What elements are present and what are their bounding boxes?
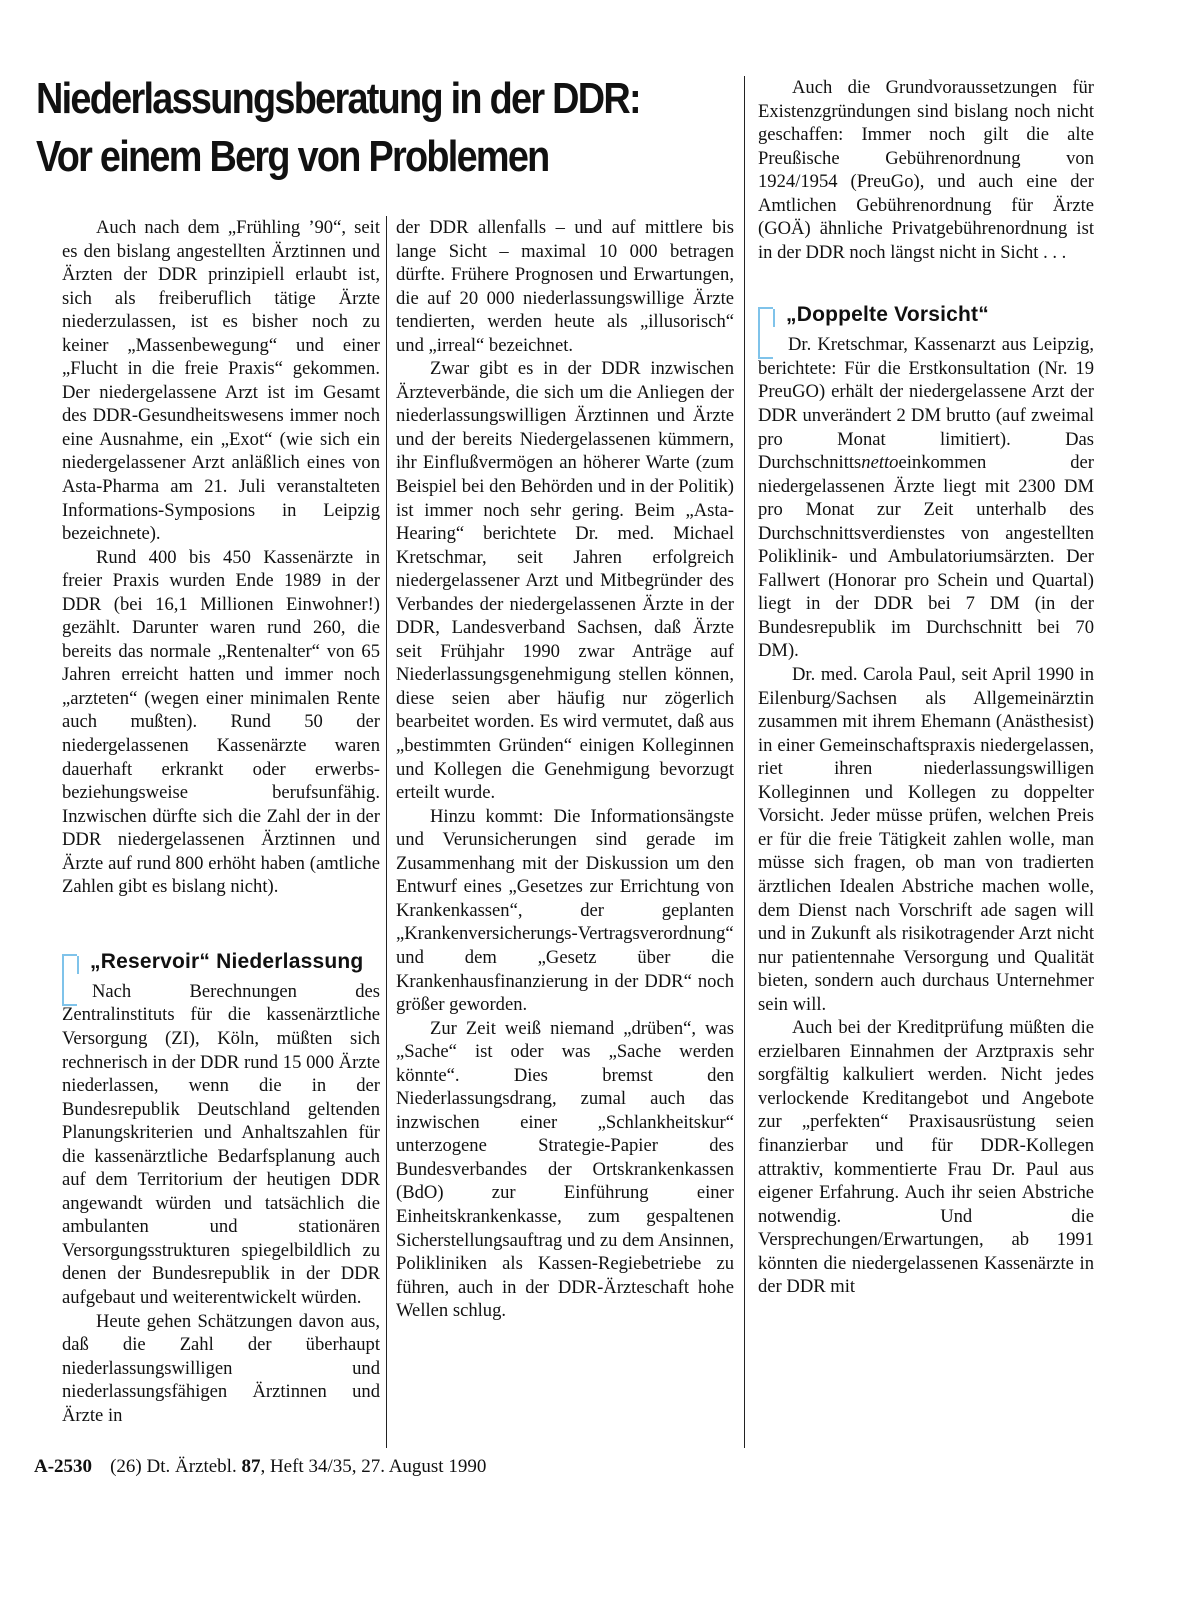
text-run: Dr. Kretschmar, Kassenarzt aus Leipzig, berichtete: Für die Erstkonsultation (Nr. 19 PreuGO) erhält der niedergelassene Arzt der DDR unverändert 2 DM brutto (auf zweimal pro Monat limitiert). Das Durchschnitts	[758, 334, 1094, 474]
subheading-doppelte-vorsicht	[758, 297, 1094, 357]
page-footer	[34, 1456, 486, 1478]
column-2	[396, 216, 734, 1323]
text-run: einkommen der niedergelassenen Ärzte liegt mit 2300 DM pro Monat zur Zeit unterhalb des Durchschnittsverdienstes von angestellten Poliklinik- und Ambulatoriumsärzten. Der Fallwert (Honorar pro Schein und Quartal) liegt in der DDR bei 7 DM (in der Bundesrepublik im Durchschnitt bei 70 DM).	[758, 452, 1094, 662]
paragraph: der DDR allenfalls – und auf mittlere bis lange Sicht – maximal 10 000 betragen dürfte. Frühere Prognosen und Erwartungen, die auf 20 000 niederlassungswillige Ärzte tendierten, werden heute als „illusorisch“ und „irreal“ bezeichnet.	[396, 217, 734, 356]
subheading-marker-icon	[758, 307, 773, 359]
column-rule-2	[744, 76, 745, 1448]
subheading-text: „Reservoir“ Niederlassung	[90, 949, 364, 973]
title-line-2: Vor einem Berg von Problemen	[36, 132, 549, 181]
paragraph: Auch bei der Kreditprüfung müßten die erzielbaren Einnahmen der Arztpraxis sehr sorgfältig kalkuliert werden. Nicht jedes verlockende Kreditangebot und Angebote zur „perfekten“ Praxisausrüstung seien finanzierbar und für DDR-Kollegen attraktiv, kommentierte Frau Dr. Paul aus eigener Erfahrung. Auch ihr seien Abstriche notwendig. Und die Versprechungen/Erwartungen, ab 1991 könnten die niedergelassenen Kassenärzte in der DDR mit	[758, 1017, 1094, 1298]
citation-prefix: (26) Dt. Ärztebl.	[110, 1456, 242, 1477]
volume-number: 87	[241, 1456, 261, 1477]
subheading-reservoir	[62, 944, 380, 1004]
paragraph: Zwar gibt es in der DDR inzwischen Ärzteverbände, die sich um die Anliegen der niederlassungswilligen Ärztinnen und Ärzte und der bereits Niedergelassenen kümmern, ihr Einflußvermögen an höherer Warte (zum Beispiel bei den Behörden und in der Politik) ist immer noch sehr gering. Beim „Asta-Hearing“ berichtete Dr. med. Michael Kretschmar, seit Jahren erfolgreich niedergelassener Arzt und Mitbegründer des Verbandes der niedergelassenen Ärzte in der DDR, Landesverband Sachsen, daß Ärzte seit Frühjahr 1990 zwar Anträge auf Niederlassungsgenehmigung stellen können, diese seien aber häufig nur zögerlich bearbeitet worden. Es wird vermutet, daß aus „bestimmten Gründen“ einigen Kolleginnen und Kollegen die Genehmigung bevorzugt erteilt wurde.	[396, 358, 734, 804]
paragraph: Nach Berechnungen des Zentralinstituts für die kassenärztliche Versorgung (ZI), Köln, müßten sich rechnerisch in der DDR rund 15 000 Ärzte niederlassen, wenn die in der Bundesrepublik Deutschland geltenden Planungskriterien und Anhaltszahlen für die kassenärztliche Bedarfsplanung auch auf dem Territorium der heutigen DDR angewandt würden und tatsächlich die ambulanten und stationären Versorgungsstrukturen spiegelbildlich zu denen der Bundesrepublik in der DDR aufgebaut und weiterentwickelt würden.	[62, 980, 380, 1308]
paragraph: Auch die Grundvoraussetzungen für Existenzgründungen sind bislang noch nicht geschaffen: Immer noch gilt die alte Preußische Gebührenordnung von 1924/1954 (PreuGo), und auch eine der Amtlichen Gebührenordnung für Ärzte (GOÄ) ähnliche Privatgebührenordnung ist in der DDR noch längst nicht in Sicht . . .	[758, 77, 1094, 263]
subheading-text: „Doppelte Vorsicht“	[786, 303, 989, 327]
paragraph: Auch nach dem „Frühling ’90“, seit es den bislang angestellten Ärztinnen und Ärzten der DDR prinzipiell erlaubt ist, sich als freiberuflich tätige Ärzte niederzulassen, ist es bisher noch zu keiner „Massenbewegung“ und einer „Flucht in die freie Praxis“ gekommen. Der niedergelassene Arzt ist im Gesamt des DDR-Gesundheitswesens immer noch eine Ausnahme, ein „Exot“ (wie sich ein niedergelassener Arzt anläßlich eines von Asta-Pharma am 21. Juli veranstalteten Informations-Symposions in Leipzig bezeichnete).	[62, 217, 380, 545]
column-rule-1	[386, 216, 387, 1448]
paragraph: Heute gehen Schätzungen davon aus, daß die Zahl der überhaupt niederlassungswilligen und niederlassungsfähigen Ärztinnen und Ärzte in	[62, 1310, 380, 1426]
column-1	[62, 216, 380, 1427]
text-run-italic: netto	[861, 452, 899, 474]
page-number: A-2530	[34, 1456, 93, 1477]
paragraph	[758, 333, 1094, 663]
paragraph: Zur Zeit weiß niemand „drüben“, was „Sache“ ist oder was „Sache werden könnte“. Dies bremst den Niederlassungsdrang, zumal auch das inzwischen einer „Schlankheitskur“ unterzogene Strategie-Papier des Bundesverbandes der Ortskrankenkassen (BdO) zur Einführung einer Einheitskrankenkasse, zum gespaltenen Sicherstellungsauftrag und zu dem Ansinnen, Polikliniken als Kassen-Regiebetriebe zu führen, auch in der DDR-Ärzteschaft hohe Wellen schlug.	[396, 1017, 734, 1322]
column-3	[758, 76, 1094, 1299]
paragraph: Dr. med. Carola Paul, seit April 1990 in Eilenburg/Sachsen als Allgemeinärztin zusammen mit ihrem Ehemann (Anästhesist) in einer Gemeinschaftspraxis niedergelassen, riet ihren niederlassungswilligen Kolleginnen und Kollegen zu doppelter Vorsicht. Jeder müsse prüfen, welchen Preis er für die freie Tätigkeit zahlen wolle, man müsse sich fragen, ob man von tradierten ärztlichen Idealen Abstriche machen wolle, dem Dienst nach Vorschrift ade sagen will und in Zukunft als risikotragender Arzt nicht nur patientennahe Versorgung und Qualität bieten, sondern auch durchaus Unternehmer sein will.	[758, 664, 1094, 1015]
title-line-1: Niederlassungsberatung in der DDR:	[36, 74, 640, 123]
subheading-marker-icon	[62, 954, 77, 1006]
citation-suffix: , Heft 34/35, 27. August 1990	[260, 1456, 487, 1477]
article-title	[36, 70, 655, 186]
paragraph: Hinzu kommt: Die Informationsängste und Verunsicherungen sind gerade im Zusammenhang mit der Diskussion um den Entwurf eines „Gesetzes zur Errichtung von Krankenkassen“, der geplanten „Krankenversicherungs-Vertragsverordnung“ und dem „Gesetz über die Krankenhausfinanzierung in der DDR“ noch größer geworden.	[396, 805, 734, 1016]
paragraph: Rund 400 bis 450 Kassenärzte in freier Praxis wurden Ende 1989 in der DDR (bei 16,1 Millionen Einwohner!) gezählt. Darunter waren rund 260, die bereits das normale „Rentenalter“ von 65 Jahren erreicht hatten und immer noch „arzteten“ (wegen einer minimalen Rente auch mußten). Rund 50 der niedergelassenen Kassenärzte waren dauerhaft erkrankt oder erwerbs- beziehungsweise berufsunfähig. Inzwischen dürfte sich die Zahl der in der DDR niedergelassenen Ärztinnen und Ärzte auf rund 800 erhöht haben (amtliche Zahlen gibt es bislang nicht).	[62, 546, 380, 898]
